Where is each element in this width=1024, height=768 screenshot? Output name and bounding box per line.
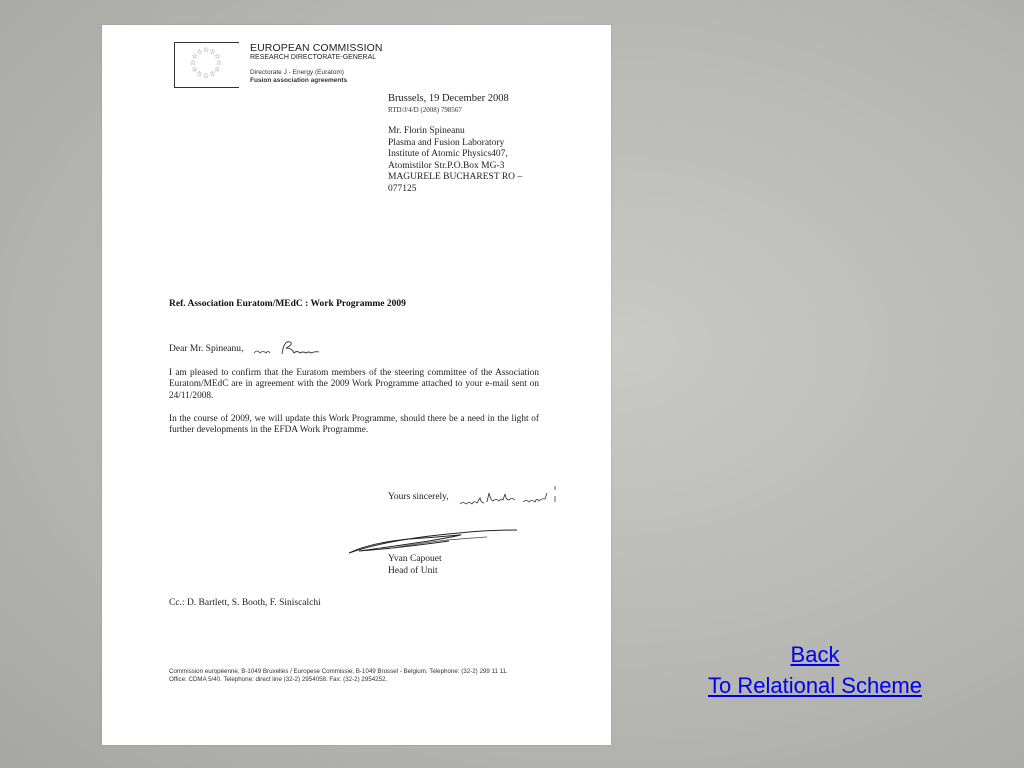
svg-text:☆: ☆ [214, 52, 221, 61]
svg-text:☆: ☆ [209, 70, 216, 79]
body-paragraph-2: In the course of 2009, we will update this Work Programme, should there be a need in the light of further developments in the EFDA Work Programme. [169, 414, 539, 436]
address-line: Plasma and Fusion Laboratory [388, 137, 505, 148]
svg-text:☆: ☆ [202, 72, 210, 80]
svg-text:☆: ☆ [196, 47, 203, 56]
back-link[interactable]: Back [790, 642, 840, 667]
body-paragraph-1: I am pleased to confirm that the Euratom members of the steering committee of the Association Euratom/MEdC are in agreement with the 2009 Work Programme attached to your e-mail sent on 24/11/2008. [169, 368, 539, 401]
svg-text:☆: ☆ [191, 52, 198, 61]
address-line: Institute of Atomic Physics407, [388, 149, 508, 160]
address-line: Mr. Florin Spineanu [388, 126, 465, 136]
svg-text:☆: ☆ [209, 47, 216, 56]
navigation-links [660, 639, 970, 701]
handwritten-closing-signature [457, 480, 562, 510]
address-line: Atomistilor Str.P.O.Box MG-3 [388, 160, 505, 171]
org-name: EUROPEAN COMMISSION [250, 42, 383, 54]
eu-stars-logo [188, 45, 224, 81]
cc-line: Cc.: D. Bartlett, S. Booth, F. Siniscalchi [169, 598, 321, 608]
footer-address: Commission européenne, B-1049 Bruxelles / Europese Commissie, B-1049 Brussel - Belgium. Telephone: (32-2) 299 11 11. [169, 668, 508, 675]
svg-text:☆: ☆ [189, 59, 197, 67]
handwritten-greeting-signature [250, 338, 330, 358]
unit-name: Fusion association agreements [250, 77, 348, 84]
directorate: Directorate J - Energy (Euratom) [250, 69, 344, 76]
svg-text:☆: ☆ [215, 59, 223, 67]
svg-text:☆: ☆ [202, 46, 210, 54]
svg-text:☆: ☆ [214, 65, 221, 74]
signatory-title: Head of Unit [388, 566, 438, 576]
svg-text:☆: ☆ [191, 65, 198, 74]
signatory-name: Yvan Capouet [388, 554, 442, 564]
svg-text:☆: ☆ [196, 70, 203, 79]
address-line: MAGURELE BUCHAREST RO – [388, 172, 523, 183]
directorate-general: RESEARCH DIRECTORATE-GENERAL [250, 54, 377, 61]
recipient-address [388, 126, 548, 196]
letter-page [102, 25, 611, 745]
date-line: Brussels, 19 December 2008 [388, 93, 509, 104]
official-signature [347, 525, 527, 557]
relational-scheme-link[interactable]: To Relational Scheme [707, 673, 922, 698]
footer-contact: Office: CDMA 5/40. Telephone: direct line (32-2) 2954058. Fax: (32-2) 2954252. [169, 676, 388, 683]
salutation: Dear Mr. Spineanu, [169, 344, 244, 354]
closing: Yours sincerely, [388, 492, 449, 502]
address-line: 077125 [388, 183, 417, 194]
reference-number: RTD/J/4/D (2008) 798567 [388, 106, 462, 114]
subject-line: Ref. Association Euratom/MEdC : Work Programme 2009 [169, 299, 406, 309]
